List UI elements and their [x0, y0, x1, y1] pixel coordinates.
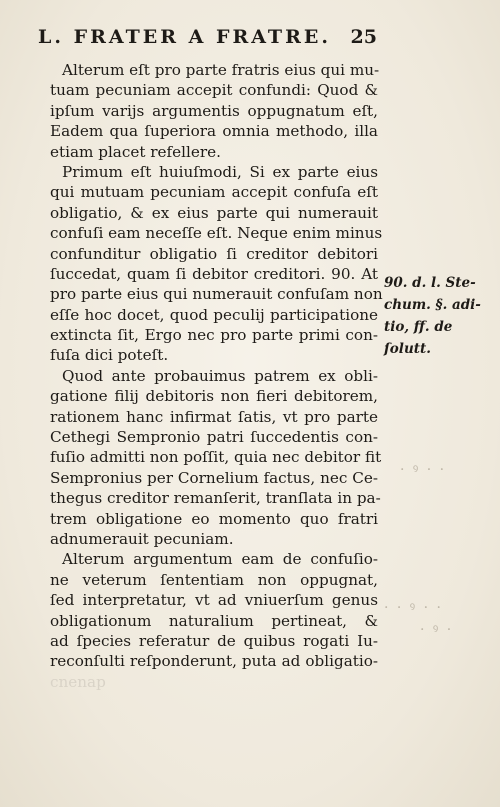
text-line: gatione filij debitoris non fieri debitorem, [50, 387, 378, 406]
marginal-note-line: 90. d. l. Ste- [384, 275, 476, 291]
text-line: Primum eſt huiuſmodi, Si ex parte eius [62, 162, 378, 181]
running-title: L. FRATER A FRATRE. [38, 26, 331, 48]
text-line: Alterum argumentum eam de confuſio- [62, 550, 378, 569]
text-line: thegus creditor remanſerit, tranſlata in pa- [50, 489, 381, 508]
text-line: Quod ante probauimus patrem ex obli- [62, 366, 378, 385]
text-line: Sempronius per Cornelium factus, nec Ce- [50, 468, 378, 487]
text-line: adnumerauit pecuniam. [50, 529, 234, 548]
marginal-note [384, 272, 484, 360]
text-line: ipſum varijs argumentis oppugnatum eſt, [50, 101, 378, 120]
text-line: trem obligatione eo momento quo fratri [50, 509, 378, 528]
bleed-through-mark: · ꝰ · [420, 622, 454, 638]
text-line: ne veterum ſententiam non oppugnat, [50, 570, 378, 589]
marginal-note-line: ſolutt. [384, 341, 431, 357]
text-line: obligationum naturalium pertineat, & [50, 611, 378, 630]
text-line: fuſa dici poteſt. [50, 346, 169, 365]
text-line: Cethegi Sempronio patri ſuccedentis con- [50, 428, 378, 447]
text-line: Alterum eſt pro parte fratris eius qui mu- [62, 61, 380, 79]
text-line: obligatio, & ex eius parte qui numerauit [50, 203, 378, 222]
main-text-block [50, 60, 383, 692]
text-line: rationem hanc infirmat ſatis, vt pro parte [50, 407, 378, 426]
running-header [38, 26, 377, 48]
text-line: ſuccedat, quam ſi debitor creditori. 90. At [50, 264, 378, 283]
text-line: tuam pecuniam accepit confundi: Quod & [50, 81, 378, 100]
text-line: qui mutuam pecuniam accepit confuſa eſt [50, 183, 378, 202]
bleed-through-mark: · · ꝰ · · [384, 600, 443, 616]
bleed-through-mark: · ꝰ · · [400, 462, 447, 478]
marginal-note-line: chum. §. adi- [384, 297, 481, 313]
page-number: 25 [350, 26, 377, 48]
text-line: ſed interpretatur, vt ad vniuerſum genus [50, 591, 378, 610]
text-line: fuſio admitti non poſſit, quia nec debitor fit [50, 448, 382, 467]
text-line: extincta ſit, Ergo nec pro parte primi con- [50, 326, 378, 345]
text-line: reconſulti reſponderunt, puta ad obligatio- [50, 652, 378, 671]
text-line: ad ſpecies referatur de quibus rogati Iu- [50, 631, 378, 650]
text-line: eſſe hoc docet, quod peculij participatione [50, 305, 378, 324]
text-line: cnenap [50, 672, 106, 691]
text-line: confuſi eam neceſſe eſt. Neque enim minus [50, 224, 383, 243]
marginal-note-line: tio, ff. de [384, 319, 453, 335]
text-line: Eadem qua ſuperiora omnia methodo, illa [50, 122, 378, 141]
text-line: pro parte eius qui numerauit confuſam non [50, 285, 383, 304]
text-line: etiam placet refellere. [50, 142, 221, 161]
text-line: confunditur obligatio ſi creditor debitori [50, 244, 378, 263]
